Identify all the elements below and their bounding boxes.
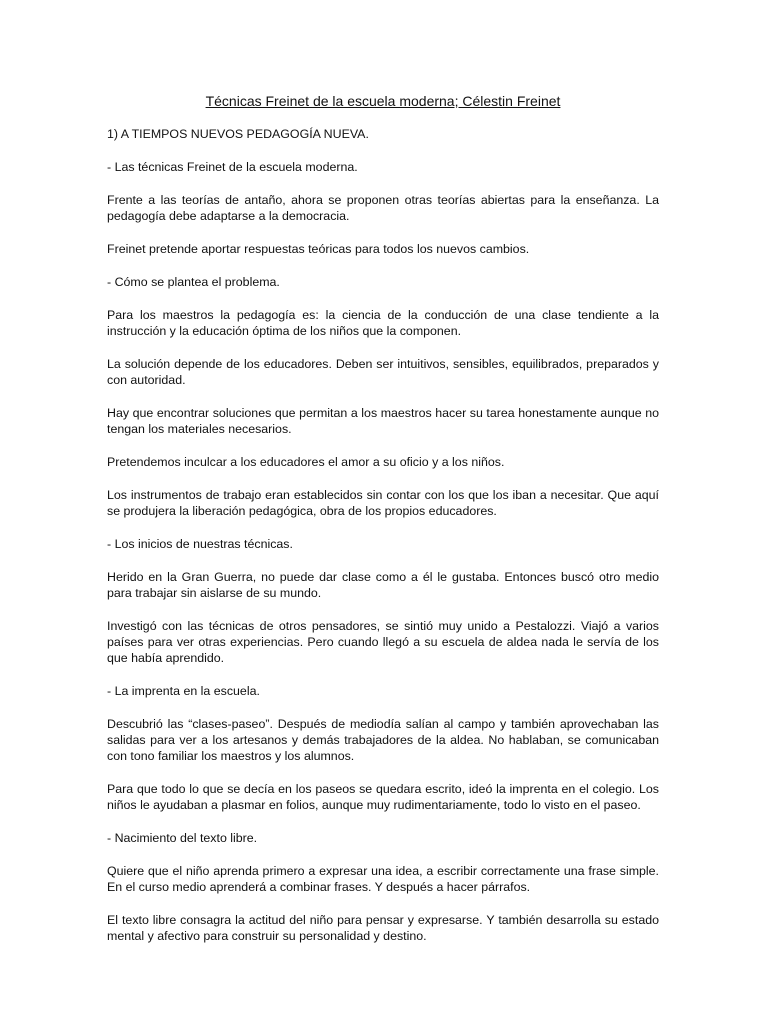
- paragraph: Para los maestros la pedagogía es: la ciencia de la conducción de una clase tendiente a la instrucción y la educación óptima de los niños que la componen.: [107, 308, 659, 338]
- paragraph: Pretendemos inculcar a los educadores el amor a su oficio y a los niños.: [107, 455, 505, 469]
- subsection-heading: - Nacimiento del texto libre.: [107, 831, 258, 845]
- document-title: Técnicas Freinet de la escuela moderna; Célestin Freinet: [205, 93, 561, 109]
- subsection-heading: - Los inicios de nuestras técnicas.: [107, 537, 293, 551]
- paragraph: Quiere que el niño aprenda primero a expresar una idea, a escribir correctamente una frase simple. En el curso medio aprenderá a combinar frases. Y después a hacer párrafos.: [107, 864, 659, 894]
- paragraph: Para que todo lo que se decía en los paseos se quedara escrito, ideó la imprenta en el colegio. Los niños le ayudaban a plasmar en folios, aunque muy rudimentariamente, todo lo visto en el paseo.: [107, 782, 659, 812]
- section-heading: 1) A TIEMPOS NUEVOS PEDAGOGÍA NUEVA.: [107, 127, 369, 141]
- paragraph: Freinet pretende aportar respuestas teóricas para todos los nuevos cambios.: [107, 242, 530, 256]
- subsection-heading: - La imprenta en la escuela.: [107, 684, 260, 698]
- paragraph: Frente a las teorías de antaño, ahora se proponen otras teorías abiertas para la enseñanza. La pedagogía debe adaptarse a la democracia.: [107, 193, 659, 223]
- subsection-heading: - Cómo se plantea el problema.: [107, 275, 280, 289]
- paragraph: La solución depende de los educadores. Deben ser intuitivos, sensibles, equilibrados, preparados y con autoridad.: [107, 357, 659, 387]
- paragraph: El texto libre consagra la actitud del niño para pensar y expresarse. Y también desarrolla su estado mental y afectivo para construir su personalidad y destino.: [107, 913, 659, 943]
- document-page: [107, 92, 659, 961]
- paragraph: Herido en la Gran Guerra, no puede dar clase como a él le gustaba. Entonces buscó otro medio para trabajar sin aislarse de su mundo.: [107, 570, 659, 600]
- paragraph: Descubrió las “clases-paseo”. Después de mediodía salían al campo y también aprovechaban las salidas para ver a los artesanos y demás trabajadores de la aldea. No hablaban, se comunicaban con tono familiar los maestros y los alumnos.: [107, 717, 659, 763]
- paragraph: Hay que encontrar soluciones que permitan a los maestros hacer su tarea honestamente aunque no tengan los materiales necesarios.: [107, 406, 659, 436]
- paragraph: Los instrumentos de trabajo eran establecidos sin contar con los que los iban a necesitar. Que aquí se produjera la liberación pedagógica, obra de los propios educadores.: [107, 488, 659, 518]
- paragraph: Investigó con las técnicas de otros pensadores, se sintió muy unido a Pestalozzi. Viajó a varios países para ver otras experiencias. Pero cuando llegó a su escuela de aldea nada le servía de los que había aprendido.: [107, 619, 659, 665]
- subsection-heading: - Las técnicas Freinet de la escuela moderna.: [107, 160, 358, 174]
